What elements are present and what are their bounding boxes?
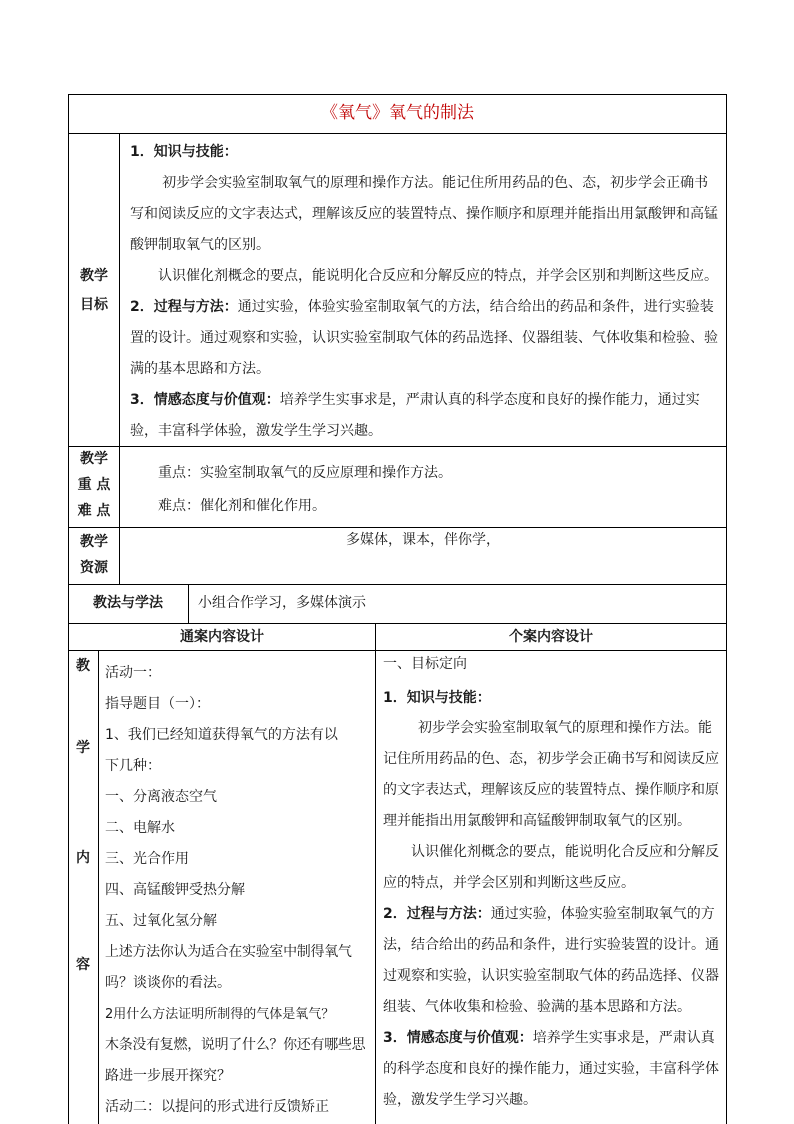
individual-design-content [383, 713, 719, 1116]
content-line: 五、过氧化氢分解 [105, 913, 217, 929]
content-label-char: 教 [76, 658, 90, 674]
right-attitude-text: 培养学生实事求是，严肃认真的科学态度和良好的操作能力，通过实验，丰富科学体验，激发学生学习兴趣。 [383, 1030, 719, 1108]
row-divider [68, 133, 727, 134]
content-line: 三、光合作用 [105, 851, 189, 867]
right-attitude-paragraph [383, 1023, 719, 1116]
column-divider [375, 623, 376, 1124]
content-line: 指导题目（一）： [105, 696, 210, 712]
row-divider [68, 584, 727, 585]
knowledge-heading: 1．知识与技能： [130, 144, 238, 160]
knowledge-paragraph: 初步学会实验室制取氧气的原理和操作方法。能记住所用药品的色、态，初步学会正确书写和阅读反应的文字表达式，理解该反应的装置特点、操作顺序和原理并能指出用氯酸钾和高锰酸钾制取氧气的区别。 [130, 175, 718, 253]
right-process-paragraph [383, 899, 719, 1023]
label-column-divider [119, 133, 120, 584]
content-line: 二、电解水 [105, 820, 175, 836]
methods-divider [188, 584, 189, 623]
content-line: 1、我们已经知道获得氧气的方法有以 [105, 727, 338, 743]
content-line: 路进一步展开探究？ [105, 1068, 231, 1084]
content-line: 吗？谈谈你的看法。 [105, 975, 231, 991]
attitude-text: 培养学生实事求是，严肃认真的科学态度和良好的操作能力，通过实验，丰富科学体验，激发学生学习兴趣。 [130, 392, 700, 439]
row-divider [68, 527, 727, 528]
table-border-right [726, 94, 727, 1124]
table-border-left [68, 94, 69, 1124]
individual-design-header: 个案内容设计 [509, 629, 593, 645]
page-title: 《氧气》氧气的制法 [321, 103, 474, 123]
resources-label: 教学 资源 [80, 534, 108, 576]
focus-label: 教学 重 点 难 点 [77, 451, 111, 519]
row-divider [68, 650, 727, 651]
content-line: 四、高锰酸钾受热分解 [105, 882, 245, 898]
process-heading: 2．过程与方法： [130, 299, 238, 315]
row-divider [68, 623, 727, 624]
content-line: 木条没有复燃，说明了什么？你还有哪些思 [105, 1037, 366, 1053]
process-text: 通过实验，体验实验室制取氧气的方法，结合给出的药品和条件，进行实验装置的设计。通过观察和实验，认识实验室制取气体的药品选择、仪器组装、气体收集和检验、验满的基本思路和方法。 [130, 299, 718, 377]
key-point: 重点：实验室制取氧气的反应原理和操作方法。 [158, 465, 452, 481]
attitude-heading: 3．情感态度与价值观： [130, 392, 280, 408]
difficulty-point: 难点：催化剂和催化作用。 [158, 498, 326, 514]
objectives-label: 教学 目标 [80, 268, 108, 313]
right-knowledge-paragraph: 初步学会实验室制取氧气的原理和操作方法。能记住所用药品的色、态，初步学会正确书写和阅读反应的文字表达式，理解该反应的装置特点、操作顺序和原理并能指出用氯酸钾和高锰酸钾制取氧气的区别。 [383, 720, 719, 829]
content-line: 上述方法你认为适合在实验室中制得氧气 [105, 944, 352, 960]
right-process-heading: 2．过程与方法： [383, 906, 491, 922]
resources-text: 多媒体，课本，伴你学， [346, 532, 500, 548]
methods-text: 小组合作学习，多媒体演示 [198, 595, 366, 611]
right-catalyst-paragraph: 认识催化剂概念的要点，能说明化合反应和分解反应的特点，并学会区别和判断这些反应。 [383, 844, 719, 891]
content-line: 下几种： [105, 758, 161, 774]
content-label-char: 容 [76, 957, 90, 973]
right-knowledge-heading: 1．知识与技能： [383, 690, 491, 706]
content-label-divider [98, 650, 99, 1124]
right-attitude-heading: 3．情感态度与价值观： [383, 1030, 533, 1046]
objectives-body [130, 168, 718, 447]
content-label-char: 内 [76, 850, 90, 866]
catalyst-paragraph: 认识催化剂概念的要点，能说明化合反应和分解反应的特点，并学会区别和判断这些反应。 [158, 268, 718, 284]
content-line: 活动二：以提问的形式进行反馈矫正 [105, 1099, 329, 1115]
general-design-header: 通案内容设计 [180, 629, 264, 645]
goal-orientation: 一、目标定向 [383, 656, 467, 672]
content-line: 一、分离液态空气 [105, 789, 217, 805]
general-design-content [105, 658, 373, 1123]
methods-label: 教法与学法 [93, 595, 163, 611]
attitude-paragraph [130, 385, 718, 447]
content-line: 活动一： [105, 665, 161, 681]
process-paragraph [130, 292, 718, 385]
content-label-char: 学 [76, 740, 90, 756]
right-process-text: 通过实验，体验实验室制取氧气的方法，结合给出的药品和条件，进行实验装置的设计。通过观察和实验，认识实验室制取气体的药品选择、仪器组装、气体收集和检验、验满的基本思路和方法。 [383, 906, 719, 1015]
table-border-top [68, 94, 727, 95]
content-line: 2用什么方法证明所制得的气体是氧气？ [105, 1007, 335, 1022]
